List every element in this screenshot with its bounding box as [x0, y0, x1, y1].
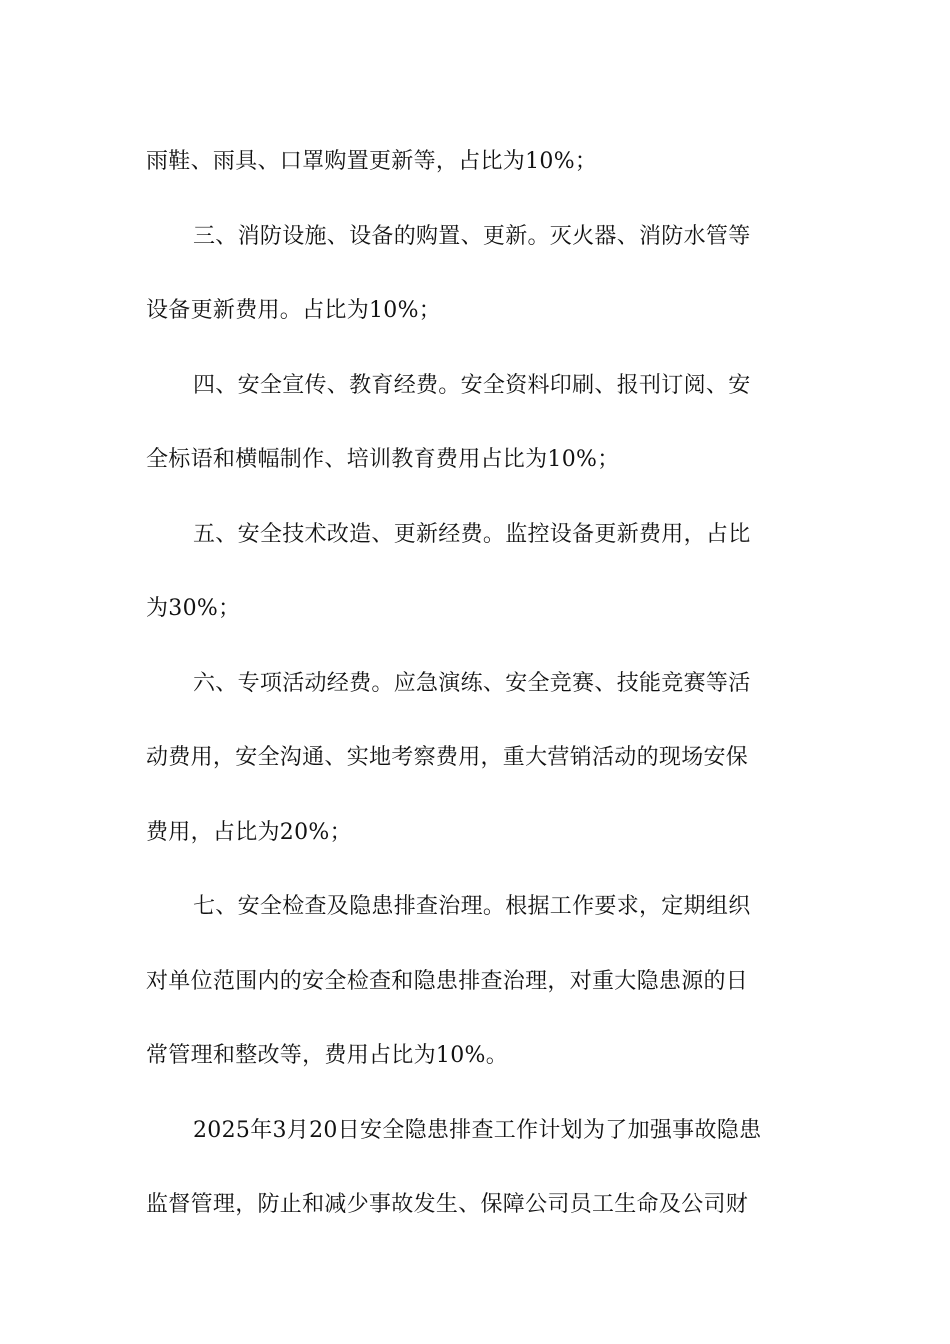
text-line: 七、安全检查及隐患排查治理。根据工作要求，定期组织 — [193, 894, 751, 919]
text-line: 雨鞋、雨具、口罩购置更新等，占比为10%； — [146, 149, 598, 174]
text-line: 监督管理，防止和减少事故发生、保障公司员工生命及公司财 — [146, 1192, 749, 1217]
text-line: 四、安全宣传、教育经费。安全资料印刷、报刊订阅、安 — [193, 372, 751, 398]
text-line: 全标语和横幅制作、培训教育费用占比为10%； — [146, 447, 620, 472]
text-line: 三、消防设施、设备的购置、更新。灭火器、消防水管等 — [193, 223, 751, 249]
text-line: 费用，占比为20%； — [146, 819, 352, 845]
text-line: 五、安全技术改造、更新经费。监控设备更新费用，占比 — [193, 521, 751, 547]
text-line: 六、专项活动经费。应急演练、安全竞赛、技能竞赛等活 — [193, 670, 751, 696]
document-body — [146, 125, 806, 1243]
text-line: 常管理和整改等，费用占比为10%。 — [146, 1043, 508, 1068]
text-line: 动费用，安全沟通、实地考察费用，重大营销活动的现场安保 — [146, 745, 749, 770]
text-line: 2025年3月20日安全隐患排查工作计划为了加强事故隐患 — [193, 1117, 762, 1143]
text-line: 对单位范围内的安全检查和隐患排查治理，对重大隐患源的日 — [146, 968, 749, 994]
text-line: 设备更新费用。占比为10%； — [146, 298, 442, 323]
text-line: 为30%； — [146, 596, 241, 621]
